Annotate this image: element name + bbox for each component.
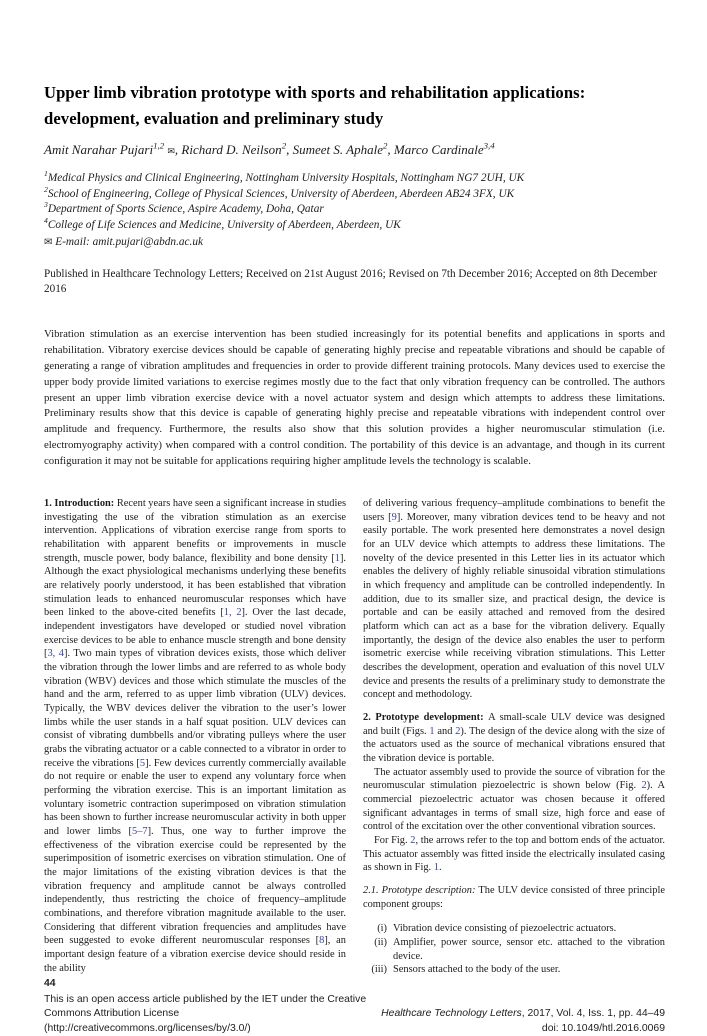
prototype-development-paragraph [363,711,665,766]
body-columns [44,497,665,977]
text-segment: A small-scale ULV device was designed and built (Figs. [363,711,666,737]
email-label: E-mail: [55,236,93,249]
actuator-assembly-paragraph [363,766,665,834]
text-segment: ]. Over the last decade, independent investigators have developed or studied novel vibration exercise devices to be able to enhance muscle strength and bone density [ [44,607,347,660]
list-item-marker: (i) [377,923,387,935]
email-link[interactable]: amit.pujari@abdn.ac.uk [92,236,204,249]
article-title: Upper limb vibration prototype with sports and rehabilitation applications: development, evaluation and preliminary study [44,83,586,128]
reference-link[interactable]: 1, 2 [223,607,242,619]
component-list [363,922,665,977]
list-item-marker: (iii) [371,964,387,976]
text-segment: The actuator assembly used to provide the source of vibration for the neuromuscular stimulation piezoelectric is shown below (Fig. [363,766,665,792]
reference-link[interactable]: 9 [391,511,397,523]
text-segment: ]. Thus, one way to further improve the effectiveness of the vibration exercise could be represented by the superimposition of isometric exercises on vibration stimulation. One of the major limitations of the existing vibration devices is that the vibration frequency and amplitude cannot be always controlled independently, thus restricting the choice of frequency–amplitude combinations, and therefore vibration magnitude available to the user. Considering that different vibration frequencies and amplitudes have been suggested to evoke different neuromuscular responses [ [44,826,346,947]
page-number: 44 [44,978,56,990]
text-segment: Healthcare Technology Letters [381,1008,522,1020]
author-line [44,141,665,159]
superscript: 2 [281,141,287,152]
reference-link[interactable]: 1 [429,725,435,737]
affiliation-text: Medical Physics and Clinical Engineering, Nottingham University Hospitals, Nottingham NG7 2UH, UK [47,171,525,184]
list-item-text: Sensors attached to the body of the user. [393,964,561,976]
license-note: This is an open access article published by the IET under the Creative Commons Attribution License (http://creativecommons.org/licenses/by/3.0/) [44,993,367,1034]
text-segment: 2.1. Prototype description: [363,885,479,897]
intro-continuation-paragraph [363,497,665,702]
footer-right [369,1007,665,1036]
reference-link[interactable]: 2 [410,835,416,846]
text-segment: Amit Narahar Pujari [44,142,154,158]
affiliation-superscript: 3 [44,200,48,210]
list-item-marker: (ii) [374,937,387,949]
text-segment: , Richard D. Neilson [174,142,282,158]
text-segment: ]. Moreover, many vibration devices tend to be heavy and not easily portable. The work presented here demonstrates a novel design for an ULV device which attempts to address these limitations. The novelty of the device presented in this Letter lies in its actuator which enables the delivery of highly reliable sinusoidal vibration stimulations in which frequency and amplitude can be controlled independently. In addition, due to its smaller size, and practical design, the device is portable and can be easily attached and removed from the desired platform which can act as a base for the vibration delivery. Equally importantly, the design of the device also enables the user to perform isometric exercise while receiving vibration stimulations. This Letter describes the development, operation and evaluation of this novel ULV device and presents the results of a preliminary study to demonstrate the concept and methodology. [363,511,665,701]
list-item [363,936,665,963]
reference-link[interactable]: 1 [433,862,439,874]
affiliation-text: College of Life Sciences and Medicine, University of Aberdeen, Aberdeen, UK [47,218,401,231]
affiliation-superscript: 1 [44,169,48,179]
reference-link[interactable]: 5–7 [132,826,148,837]
reference-link[interactable]: 2 [641,780,647,792]
citation-line [369,1007,665,1022]
list-item [363,963,665,977]
text-segment: , Marco Cardinale [387,142,484,158]
text-segment: Recent years have seen a significant increase in studies investigating the use of the vibration stimulation as an exercise intervention. Applications of vibration exercise range from sports to rehabilitation with apparent benefits or improvements in muscle strength, muscle power, body balance, flexibility and bone density [ [44,497,346,564]
reference-link[interactable]: 1 [334,552,340,564]
footer-left [44,977,369,1036]
text-segment: of delivering various frequency–amplitude combinations to benefit the users [ [363,497,665,523]
text-segment: ], an important design feature of a vibration exercise device should reside in the ability [44,935,346,974]
list-item [363,922,665,936]
reference-link[interactable]: 2 [455,725,461,737]
fig2-arrows-paragraph [363,834,665,875]
affiliation-line [44,215,665,234]
affiliation-line [44,202,665,218]
email-line [44,234,665,251]
column-left [44,497,346,977]
text-segment: , Sumeet S. Aphale [286,142,383,158]
doi-line: doi: 10.1049/htl.2016.0069 [541,1022,665,1034]
text-segment: ]. Few devices currently commercially available do not require or enable the user to expend any voluntary force when performing the vibration exercise. This is an important limitation as voluntary isometric contraction superimposed on vibration stimulation has been shown to further increase neuromuscular activity in both upper and lower limbs [ [44,757,346,837]
superscript: 2 [383,141,388,152]
published-note: Published in Healthcare Technology Letters; Received on 21st August 2016; Revised on 7th December 2016; Accepted on 8th December 2016 [44,267,657,296]
intro-paragraph [44,497,346,976]
text-segment: ). The design of the device along with the size of the actuators used as the source of mechanical vibrations ensured that the vibration device is portable. [363,725,666,764]
list-item-text: Vibration device consisting of piezoelectric actuators. [393,923,617,935]
text-segment: . [438,862,442,874]
text-segment: , 2017, Vol. 4, Iss. 1, pp. 44–49 [521,1008,665,1020]
prototype-description-paragraph [363,884,665,911]
text-segment: The ULV device consisted of three principle component groups: [363,885,665,910]
affiliation-superscript: 2 [44,184,48,194]
reference-link[interactable]: 8 [319,935,325,947]
text-segment: 1. Introduction: [44,497,117,509]
column-right [363,497,665,977]
list-item-text: Amplifier, power source, sensor etc. attached to the vibration device. [393,937,665,962]
text-segment: For Fig. [374,835,411,846]
affiliation-list [44,171,665,233]
affiliation-superscript: 4 [44,215,48,225]
affiliation-text: Department of Sports Science, Aspire Academy, Doha, Qatar [47,203,324,216]
text-segment: 2. Prototype development: [363,711,489,723]
envelope-icon: ✉ [44,237,53,249]
page-footer [44,977,665,1036]
text-segment: , the arrows refer to the top and bottom ends of the actuator. This actuator assembly was fitted inside the electrically insulated casing as shown in Fig. [363,835,665,874]
abstract-paragraph: Vibration stimulation as an exercise intervention has been studied increasingly for its potential benefits and applications in sports and rehabilitation. Vibratory exercise devices should be capable of generating highly precise and repeatable vibrations and should be capable of generating a range of vibration amplitudes and frequencies in order to provide different training protocols. Many devices used to exercise the upper body provide limited variations to exercise regimes mostly due to the fact that only vibration frequency can be controlled. The authors present an upper limb vibration exercise device with a novel actuator system and design which attempts to address these limitations. Preliminary results show that this device is capable of generating highly precise and repeatable vibrations with independent control over amplitude and frequency. Furthermore, the results also show that this solution provides a higher neuromuscular stimulation (i.e. electromyography activity) when compared with a control condition. The portability of this device is an advantage, and though in its current configuration it may not be suitable for applications requiring higher amplitude levels the technology is scalable. [44,328,665,468]
affiliation-line [44,184,665,203]
envelope-icon: ✉ [167,146,175,157]
reference-link[interactable]: 5 [139,757,146,769]
text-segment: ]. Although the exact physiological mechanisms underlying these benefits are relatively poorly understood, it has been established that vibration stimulation leads to enhanced neuromuscular responses which have been linked to the above-cited benefits [ [44,552,346,619]
affiliation-line [44,171,665,187]
text-segment: ]. Two main types of vibration devices exists, those which deliver the vibration through the lower limbs and are referred to as whole body vibration (WBV) devices and those which stimulate the muscles of the hand and the arm, referred to as upper limb vibration (ULV) devices. Typically, the WBV devices deliver the vibration to the user’s lower limbs while the user stands in a half squat position. ULV devices can consist of vibrating dumbbells and/or vibrating pulleys where the user grabs the vibrating actuator or a cable connected to a vibrator in order to receive the vibrations [ [44,648,346,769]
affiliation-text: School of Engineering, College of Physical Sciences, University of Aberdeen, Aberdeen AB24 3FX, UK [47,187,515,200]
text-segment: ). A commercial piezoelectric actuator was chosen because it offered significant advantages in terms of small size, high force and ease of control of the excitation over the other conventional vibration sources. [363,780,665,833]
superscript: 1,2 [153,141,165,152]
reference-link[interactable]: 3, 4 [47,648,64,660]
superscript: 3,4 [483,141,495,152]
text-segment: and [434,725,456,737]
